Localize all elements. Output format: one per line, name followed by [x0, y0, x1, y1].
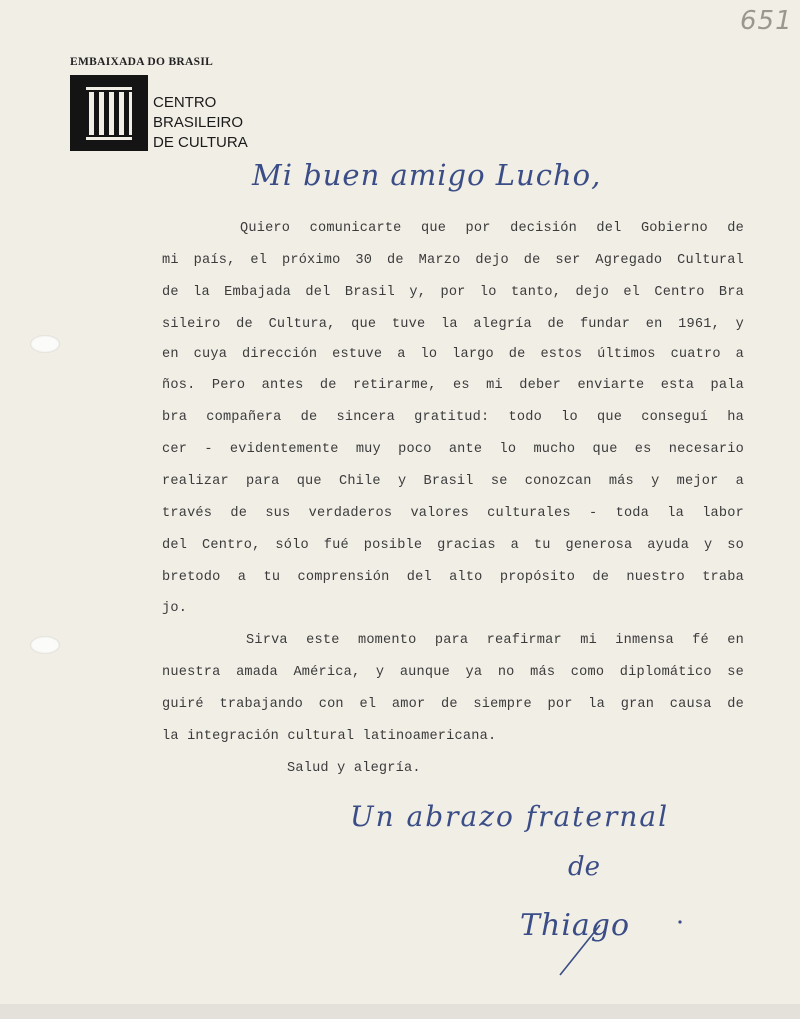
body-line: nuestra amada América, y aunque ya no más como diplomático se	[162, 665, 744, 680]
body-line: realizar para que Chile y Brasil se conozcan más y mejor a	[162, 474, 744, 489]
centro-line: DE CULTURA	[153, 134, 248, 151]
archive-number: 651	[740, 6, 793, 36]
body-line: Sirva este momento para reafirmar mi inmensa fé en	[246, 633, 744, 648]
closing-phrase: Un abrazo fraternal	[350, 800, 670, 833]
body-line: bra compañera de sincera gratitud: todo lo que conseguí ha	[162, 410, 744, 425]
salutation: Mi buen amigo Lucho,	[252, 158, 602, 192]
body-line: de la Embajada del Brasil y, por lo tanto, dejo el Centro Bra	[162, 285, 744, 300]
body-line: través de sus verdaderos valores culturales - toda la labor	[162, 506, 744, 521]
body-line: sileiro de Cultura, que tuve la alegría de fundar en 1961, y	[162, 317, 744, 332]
body-line: cer - evidentemente muy poco ante lo mucho que es necesario	[162, 442, 744, 457]
body-line: del Centro, sólo fué posible gracias a tu generosa ayuda y so	[162, 538, 744, 553]
signature: Thiago	[520, 908, 631, 943]
embassy-header: EMBAIXADA DO BRASIL	[70, 56, 214, 68]
body-line: la integración cultural latinoamericana.	[162, 729, 497, 744]
body-line: en cuya dirección estuve a lo largo de estos últimos cuatro a	[162, 347, 744, 362]
body-line: guiré trabajando con el amor de siempre por la gran causa de	[162, 697, 744, 712]
body-line: ños. Pero antes de retirarme, es mi deber enviarte esta pala	[162, 378, 744, 393]
centro-line: BRASILEIRO	[153, 114, 244, 131]
scan-margin	[0, 1004, 800, 1019]
body-line: Quiero comunicarte que por decisión del Gobierno de	[240, 221, 744, 236]
body-line: mi país, el próximo 30 de Marzo dejo de ser Agregado Cultural	[162, 253, 744, 268]
centro-line: CENTRO	[153, 94, 217, 111]
closing-from: de	[568, 852, 601, 882]
body-line: bretodo a tu comprensión del alto propósito de nuestro traba	[162, 570, 744, 585]
body-line: jo.	[162, 601, 188, 616]
body-line: Salud y alegría.	[287, 761, 421, 776]
